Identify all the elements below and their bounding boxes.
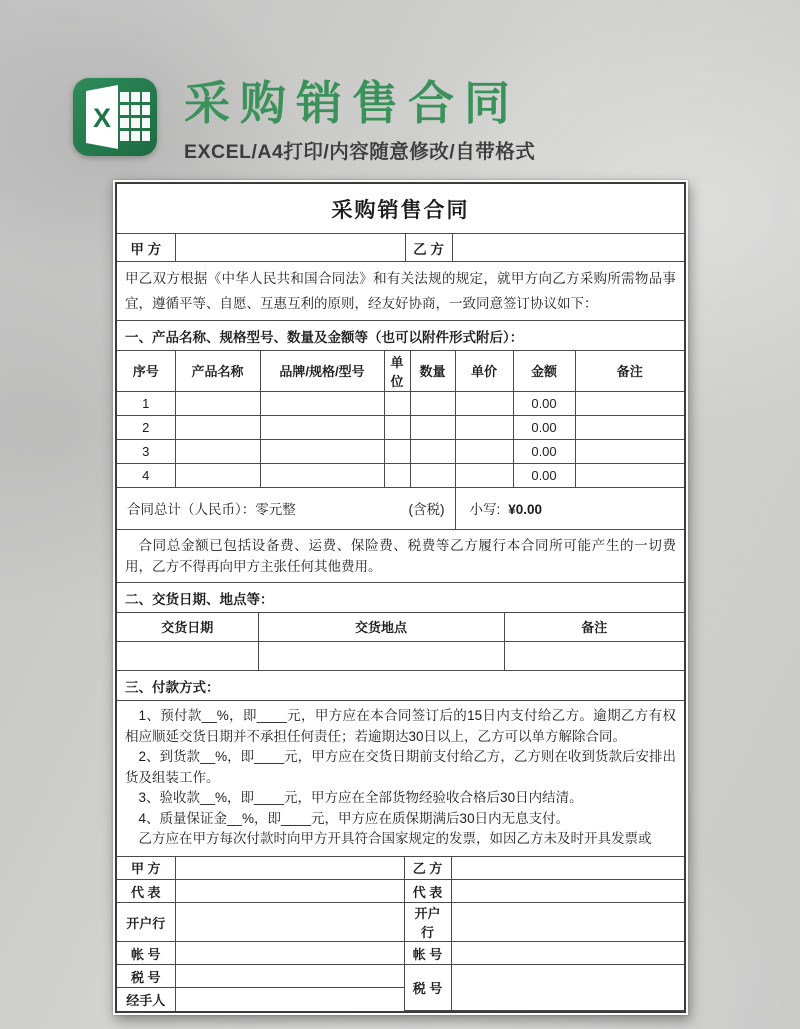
intro-paragraph: 甲乙双方根据《中华人民共和国合同法》和有关法规的规定，就甲方向乙方采购所需物品事宜，遵循平等、自愿、互惠互利的原则，经友好协商，一致同意签订协议如下： <box>117 261 684 320</box>
promo-subtitle: EXCEL/A4打印/内容随意修改/自带格式 <box>184 140 536 163</box>
sig-left-label: 经手人 <box>117 988 175 1011</box>
cell-unit[interactable] <box>384 439 410 463</box>
cell-no: 1 <box>117 391 175 415</box>
signature-row <box>117 903 684 942</box>
fee-note-paragraph: 合同总金额已包括设备费、运费、保险费、税费等乙方履行本合同所可能产生的一切费用，乙方不得再向甲方主张任何其他费用。 <box>117 529 684 582</box>
small-amount-label: 小写: <box>469 502 501 518</box>
payment-terms <box>117 700 684 856</box>
cell-name[interactable] <box>175 439 260 463</box>
sig-right-label: 代 表 <box>404 880 451 903</box>
product-row <box>117 391 684 415</box>
delivery-note-value[interactable] <box>504 641 684 670</box>
cell-name[interactable] <box>175 463 260 487</box>
sig-left-label: 帐 号 <box>117 942 175 965</box>
cell-unit[interactable] <box>384 391 410 415</box>
sig-right-label: 乙 方 <box>404 857 451 880</box>
signature-table <box>117 856 684 1012</box>
signature-row <box>117 965 684 988</box>
delivery-date-value[interactable] <box>117 641 258 670</box>
delivery-col-date: 交货日期 <box>117 613 258 641</box>
total-label: 合同总计（人民币）：零元整 <box>127 502 296 518</box>
sig-left-value[interactable] <box>175 988 404 1011</box>
sig-right-value[interactable] <box>451 965 684 1011</box>
cell-note[interactable] <box>575 415 684 439</box>
svg-text:X: X <box>92 103 112 133</box>
cell-no: 4 <box>117 463 175 487</box>
excel-icon <box>73 78 157 156</box>
col-header-spec: 品牌/规格/型号 <box>260 351 384 391</box>
signature-row <box>117 942 684 965</box>
col-header-name: 产品名称 <box>175 351 260 391</box>
sig-right-label: 开户行 <box>404 903 451 942</box>
cell-name[interactable] <box>175 415 260 439</box>
product-table <box>117 350 684 529</box>
party-a-value[interactable] <box>175 234 405 261</box>
cell-note[interactable] <box>575 391 684 415</box>
delivery-place-value[interactable] <box>258 641 504 670</box>
payment-closing: 乙方应在甲方每次付款时向甲方开具符合国家规定的发票，如因乙方未及时开具发票或 <box>138 831 652 846</box>
cell-amount: 0.00 <box>513 439 575 463</box>
contract-body <box>115 182 686 1013</box>
total-row <box>117 487 684 529</box>
payment-item-3: 3、验收款__%，即____元，甲方应在全部货物经验收合格后30日内结清。 <box>138 790 583 805</box>
cell-amount: 0.00 <box>513 415 575 439</box>
cell-price[interactable] <box>455 439 513 463</box>
cell-name[interactable] <box>175 391 260 415</box>
sig-left-value[interactable] <box>175 857 404 880</box>
contract-title: 采购销售合同 <box>331 198 470 222</box>
sig-left-value[interactable] <box>175 965 404 988</box>
cell-unit[interactable] <box>384 415 410 439</box>
sig-left-value[interactable] <box>175 880 404 903</box>
delivery-row <box>117 641 684 670</box>
cell-unit[interactable] <box>384 463 410 487</box>
signature-row <box>117 857 684 880</box>
cell-price[interactable] <box>455 463 513 487</box>
promo-header <box>73 78 535 164</box>
cell-spec[interactable] <box>260 463 384 487</box>
cell-spec[interactable] <box>260 415 384 439</box>
section3-title: 三、付款方式： <box>117 670 684 700</box>
small-amount-value: ¥0.00 <box>508 502 543 518</box>
sig-right-label: 税 号 <box>404 965 451 1011</box>
section1-title: 一、产品名称、规格型号、数量及金额等（也可以附件形式附后）： <box>117 320 684 350</box>
sig-right-value[interactable] <box>451 880 684 903</box>
cell-spec[interactable] <box>260 391 384 415</box>
cell-price[interactable] <box>455 415 513 439</box>
col-header-qty: 数量 <box>410 351 455 391</box>
sig-left-value[interactable] <box>175 903 404 942</box>
signature-row <box>117 880 684 903</box>
payment-item-2: 2、到货款__%，即____元，甲方应在交货日期前支付给乙方，乙方则在收到货款后安排出货及组装工作。 <box>125 749 676 785</box>
sig-right-value[interactable] <box>451 857 684 880</box>
sig-right-value[interactable] <box>451 942 684 965</box>
sig-left-label: 税 号 <box>117 965 175 988</box>
party-b-value[interactable] <box>452 234 684 261</box>
cell-no: 3 <box>117 439 175 463</box>
cell-amount: 0.00 <box>513 463 575 487</box>
payment-item-1: 1、预付款__%，即____元，甲方应在本合同签订后的15日内支付给乙方。逾期乙方有权相应顺延交货日期并不承担任何责任；若逾期达30日以上，乙方可以单方解除合同。 <box>125 708 676 744</box>
col-header-price: 单价 <box>455 351 513 391</box>
cell-note[interactable] <box>575 463 684 487</box>
sig-left-label: 开户行 <box>117 903 175 942</box>
cell-amount: 0.00 <box>513 391 575 415</box>
cell-qty[interactable] <box>410 463 455 487</box>
party-row <box>117 233 684 261</box>
delivery-col-place: 交货地点 <box>258 613 504 641</box>
sig-left-label: 甲 方 <box>117 857 175 880</box>
cell-qty[interactable] <box>410 391 455 415</box>
sig-left-label: 代 表 <box>117 880 175 903</box>
col-header-unit: 单位 <box>384 351 410 391</box>
promo-title: 采购销售合同 <box>184 77 520 129</box>
party-a-label: 甲 方 <box>117 234 175 261</box>
tax-note: (含税) <box>408 502 445 518</box>
col-header-note: 备注 <box>575 351 684 391</box>
sig-left-value[interactable] <box>175 942 404 965</box>
cell-spec[interactable] <box>260 439 384 463</box>
delivery-table <box>117 612 684 670</box>
sig-right-label: 帐 号 <box>404 942 451 965</box>
col-header-no: 序号 <box>117 351 175 391</box>
cell-note[interactable] <box>575 439 684 463</box>
col-header-amount: 金额 <box>513 351 575 391</box>
cell-price[interactable] <box>455 391 513 415</box>
payment-item-4: 4、质量保证金__%，即____元，甲方应在质保期满后30日内无息支付。 <box>138 810 570 826</box>
cell-qty[interactable] <box>410 415 455 439</box>
product-row <box>117 415 684 439</box>
product-row <box>117 463 684 487</box>
cell-qty[interactable] <box>410 439 455 463</box>
product-row <box>117 439 684 463</box>
delivery-col-note: 备注 <box>504 613 684 641</box>
section2-title: 二、交货日期、地点等： <box>117 582 684 612</box>
party-b-label: 乙 方 <box>405 234 452 261</box>
contract-page <box>113 180 688 1015</box>
sig-right-value[interactable] <box>451 903 684 942</box>
cell-no: 2 <box>117 415 175 439</box>
